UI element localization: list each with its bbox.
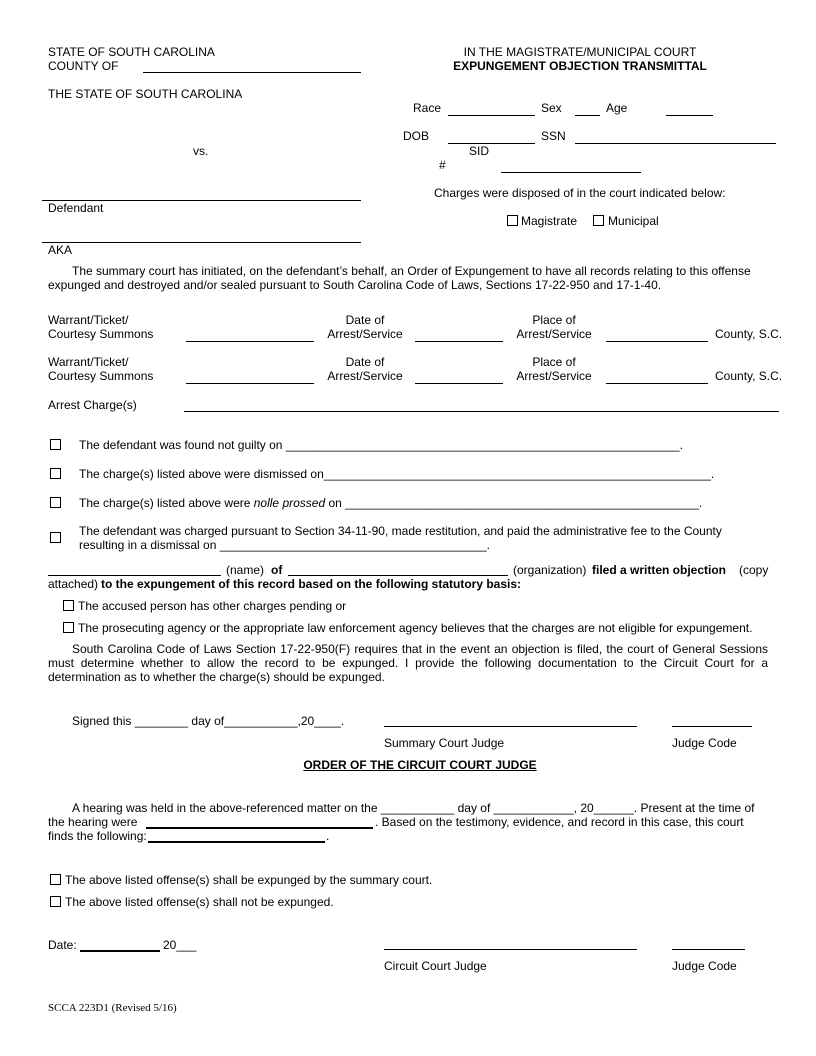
county-field[interactable] bbox=[143, 72, 361, 73]
circuit-judge-code-label: Judge Code bbox=[672, 959, 737, 973]
municipal-checkbox[interactable] bbox=[593, 215, 604, 226]
of-label: of bbox=[271, 563, 283, 577]
race-field[interactable] bbox=[448, 115, 535, 116]
order-date-field[interactable] bbox=[80, 950, 160, 952]
age-field[interactable] bbox=[666, 115, 713, 116]
form-number-footer: SCCA 223D1 (Revised 5/16) bbox=[48, 1002, 177, 1014]
warrant-label-2: Courtesy Summons bbox=[48, 369, 154, 383]
shall-expunge-label: The above listed offense(s) shall be expunged by the summary court. bbox=[65, 873, 433, 887]
date-field[interactable] bbox=[415, 383, 503, 384]
restitution-checkbox[interactable] bbox=[50, 532, 61, 543]
circuit-judge-label: Circuit Court Judge bbox=[384, 959, 487, 973]
summary-judge-code-label: Judge Code bbox=[672, 736, 737, 750]
age-label: Age bbox=[606, 101, 628, 115]
statutory-basis-label: to the expungement of this record based on the following statutory basis: bbox=[101, 577, 522, 591]
warrant-field[interactable] bbox=[186, 383, 314, 384]
municipal-label: Municipal bbox=[608, 214, 659, 228]
sex-field[interactable] bbox=[575, 115, 600, 116]
order-title: ORDER OF THE CIRCUIT COURT JUDGE bbox=[303, 758, 537, 772]
sid-hash-label: # bbox=[439, 158, 446, 172]
dismissed-checkbox[interactable] bbox=[50, 468, 61, 479]
restitution-label-line1: The defendant was charged pursuant to Section 34-11-90, made restitution, and paid the administrative fee to the County bbox=[79, 524, 722, 538]
hearing-line-1: A hearing was held in the above-referenced matter on the ___________ day of ____________, 20______. Present at the time of bbox=[72, 801, 755, 815]
present-at-hearing-field[interactable] bbox=[146, 827, 373, 829]
copy-label: (copy bbox=[739, 563, 769, 577]
organization-label: (organization) bbox=[513, 563, 587, 577]
dismissed-label: The charge(s) listed above were dismissed on__________________________________________________________. bbox=[79, 467, 715, 481]
other-charges-label: The accused person has other charges pending or bbox=[78, 599, 347, 613]
court-label: IN THE MAGISTRATE/MUNICIPAL COURT bbox=[463, 45, 697, 59]
race-label: Race bbox=[413, 101, 442, 115]
warrant-label-2: Courtesy Summons bbox=[48, 327, 154, 341]
findings-period: . bbox=[326, 829, 330, 843]
warrant-label-1: Warrant/Ticket/ bbox=[48, 355, 129, 369]
summary-judge-label: Summary Court Judge bbox=[384, 736, 505, 750]
date-label-2: Arrest/Service bbox=[327, 369, 403, 383]
date-label-1: Date of bbox=[345, 355, 385, 369]
signed-this-label: Signed this ________ day of___________,20____. bbox=[72, 714, 345, 728]
place-label-2: Arrest/Service bbox=[516, 369, 592, 383]
date-label: Date: bbox=[48, 938, 77, 952]
charges-disposed-label: Charges were disposed of in the court indicated below: bbox=[434, 186, 726, 200]
order-date-year: 20___ bbox=[163, 938, 197, 952]
ssn-label: SSN bbox=[541, 129, 566, 143]
plaintiff-label: THE STATE OF SOUTH CAROLINA bbox=[48, 87, 243, 101]
magistrate-checkbox[interactable] bbox=[507, 215, 518, 226]
magistrate-label: Magistrate bbox=[521, 214, 578, 228]
dob-label: DOB bbox=[403, 129, 430, 143]
ssn-field[interactable] bbox=[575, 143, 776, 144]
objector-name-field[interactable] bbox=[48, 575, 221, 576]
not-eligible-label: The prosecuting agency or the appropriate law enforcement agency believes that the charges are not eligible for expungement. bbox=[78, 621, 753, 635]
not-guilty-label: The defendant was found not guilty on ___________________________________________________________. bbox=[79, 438, 683, 452]
sid-field[interactable] bbox=[501, 172, 641, 173]
county-label: COUNTY OF bbox=[48, 59, 119, 73]
arrest-charge-label: Arrest Charge(s) bbox=[48, 398, 137, 412]
nolle-prossed-checkbox[interactable] bbox=[50, 497, 61, 508]
shall-not-expunge-checkbox[interactable] bbox=[50, 896, 61, 907]
state-label: STATE OF SOUTH CAROLINA bbox=[48, 45, 215, 59]
county-sc-label: County, S.C. bbox=[715, 369, 783, 383]
hearing-line-2-start: the hearing were bbox=[48, 815, 138, 829]
summary-judge-code-field[interactable] bbox=[672, 726, 752, 727]
warrant-label-1: Warrant/Ticket/ bbox=[48, 313, 129, 327]
shall-expunge-checkbox[interactable] bbox=[50, 874, 61, 885]
shall-not-expunge-label: The above listed offense(s) shall not be expunged. bbox=[65, 895, 334, 909]
sex-label: Sex bbox=[541, 101, 562, 115]
place-label-2: Arrest/Service bbox=[516, 327, 592, 341]
hearing-line-3: finds the following: bbox=[48, 829, 147, 843]
sid-label: SID bbox=[469, 144, 490, 158]
circuit-judge-code-field[interactable] bbox=[672, 949, 745, 950]
nolle-prossed-label: The charge(s) listed above were nolle prossed on _____________________________________________________. bbox=[79, 496, 703, 510]
dob-field[interactable] bbox=[448, 143, 535, 144]
hearing-line-2-end: . Based on the testimony, evidence, and record in this case, this court bbox=[375, 815, 744, 829]
warrant-field[interactable] bbox=[186, 341, 314, 342]
other-charges-checkbox[interactable] bbox=[63, 600, 74, 611]
date-field[interactable] bbox=[415, 341, 503, 342]
place-label-1: Place of bbox=[532, 313, 576, 327]
form-title: EXPUNGEMENT OBJECTION TRANSMITTAL bbox=[453, 59, 707, 73]
arrest-charge-field[interactable] bbox=[184, 411, 779, 412]
name-label: (name) bbox=[226, 563, 265, 577]
summary-judge-signature-field[interactable] bbox=[384, 726, 637, 727]
defendant-label: Defendant bbox=[48, 201, 104, 215]
county-sc-label: County, S.C. bbox=[715, 327, 783, 341]
aka-field[interactable] bbox=[42, 242, 361, 243]
intro-paragraph: The summary court has initiated, on the defendant’s behalf, an Order of Expungement to have all records relating to this offense expunged and destroyed and/or sealed pursuant to South Carolina Code of Laws, Sections 17-22-950 and 17-1-40. bbox=[48, 264, 751, 292]
place-label-1: Place of bbox=[532, 355, 576, 369]
place-field[interactable] bbox=[606, 383, 708, 384]
vs-label: vs. bbox=[193, 144, 209, 158]
not-eligible-checkbox[interactable] bbox=[63, 622, 74, 633]
date-label-2: Arrest/Service bbox=[327, 327, 403, 341]
aka-label: AKA bbox=[48, 243, 73, 257]
restitution-label-line2: resulting in a dismissal on ________________________________________. bbox=[79, 538, 491, 552]
attached-label: attached) bbox=[48, 577, 99, 591]
filed-objection-label: filed a written objection bbox=[592, 563, 727, 577]
circuit-judge-signature-field[interactable] bbox=[384, 949, 637, 950]
code-paragraph: South Carolina Code of Laws Section 17-22-950(F) requires that in the event an objection is filed, the court of General Sessions must determine whether to allow the record to be expunged. I provide the following documentation to the Circuit Court for a determination as to whether the charge(s) should be expunged. bbox=[48, 642, 768, 684]
not-guilty-checkbox[interactable] bbox=[50, 439, 61, 450]
date-label-1: Date of bbox=[345, 313, 385, 327]
place-field[interactable] bbox=[606, 341, 708, 342]
organization-field[interactable] bbox=[288, 575, 508, 576]
findings-field[interactable] bbox=[148, 841, 325, 843]
